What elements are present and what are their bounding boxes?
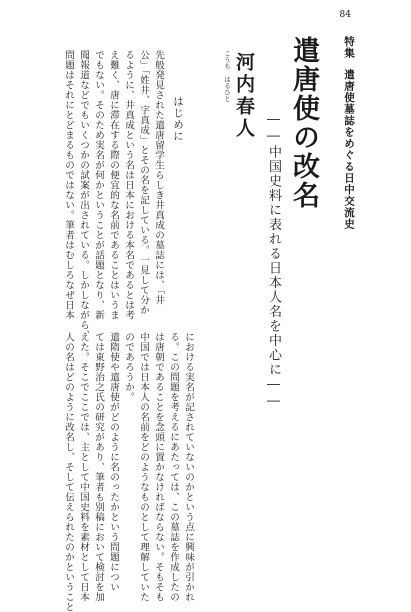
section-heading: はじめに [172, 96, 184, 142]
body-column: 中国では日本人の名前をどのようなものとして理解していた [138, 332, 149, 602]
body-column: 聞報道などでもいくつかの試案が出されている。しかしながら、 [78, 50, 89, 340]
series-label: 特集 [343, 36, 355, 59]
body-column: るように、井真成という名は日本における本名であるとは考 [123, 50, 134, 320]
body-column: でもない。そのため実名が何かということが話題となり、新 [93, 50, 104, 320]
body-column: ては東野治之氏の研究があり、筆者も別稿において検討を加 [93, 332, 104, 602]
series-title: 遣唐使墓誌をめぐる日中交流史 [343, 69, 355, 230]
body-column: 人の名はどのように改名し、そして伝えられたのかということ [63, 332, 74, 612]
author-name: 河内春人 [233, 52, 255, 140]
body-column: は唐朝であることを念頭に置かなければならない。そもそも [153, 332, 164, 602]
article-subtitle: ――中国史料に表れる日本人名を中心に―― [266, 112, 281, 410]
article-title: 遣唐使の改名 [288, 36, 319, 210]
body-column: における実名が記されていないのかという点に興味が引かれ [183, 332, 194, 602]
author-furigana: こうち はるひと [223, 50, 231, 102]
body-column: 公」「姓井、字真成」とその名を記している。一見して分か [138, 50, 149, 316]
page-number: 84 [339, 10, 351, 20]
body-column: のであろうか。 [123, 332, 134, 402]
body-column: 問題はそれにとどまるものではない。筆者はむしろなぜ日本 [63, 50, 74, 320]
series-header [342, 36, 355, 230]
body-column: る。この問題を考えるにあたっては、この墓誌を作成したの [168, 332, 179, 602]
body-column: 先般発見された遣唐留学生らしき井真成の墓誌には、「井 [153, 50, 164, 306]
body-column: 遣隋使や遣唐使がどのように名のったかという問題につい [108, 332, 119, 592]
body-column: えた。そこでここでは、主として中国史料を素材として日本 [78, 332, 89, 602]
body-column: え難く、唐に滞在する際の便宜的な名前であることはいうま [108, 50, 119, 320]
